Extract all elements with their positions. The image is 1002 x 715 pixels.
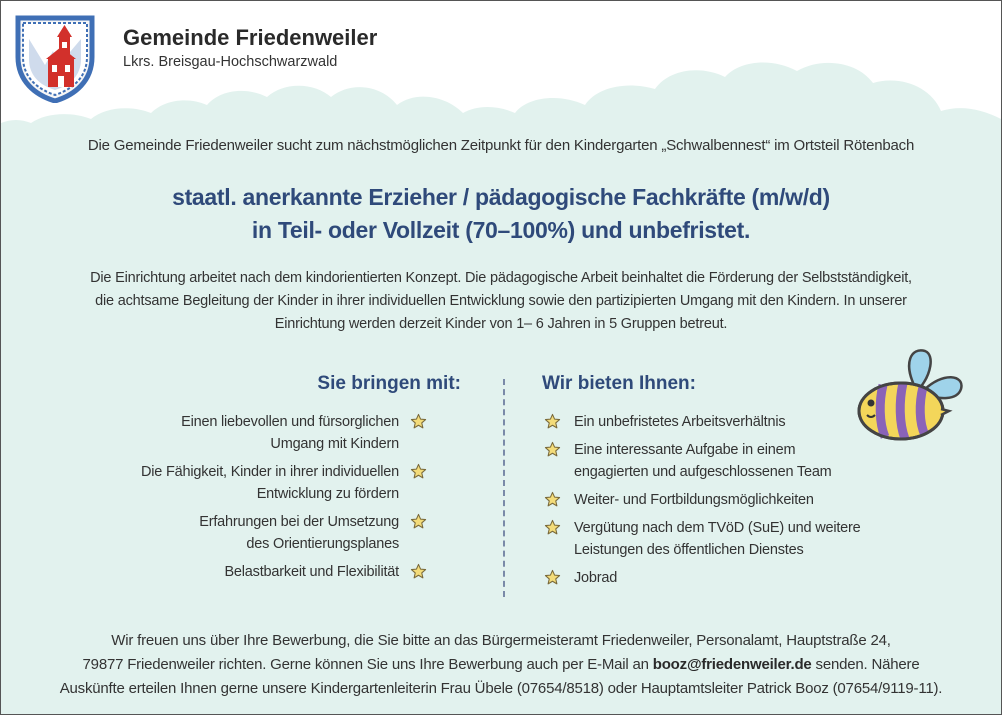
job-title-line-1: staatl. anerkannte Erzieher / pädagogische Fachkräfte (m/w/d) [172, 184, 830, 210]
list-item-line: Vergütung nach dem TVöD (SuE) und weitere [574, 520, 861, 536]
description-line-3: Einrichtung werden derzeit Kinder von 1– 6 Jahren in 5 Gruppen betreut. [274, 316, 728, 332]
list-item [111, 411, 431, 455]
list-item-line: Einen liebevollen und fürsorglichen [181, 414, 399, 430]
list-item [544, 439, 874, 483]
footer-contact [21, 629, 981, 701]
offers-list [544, 411, 874, 595]
list-item [544, 489, 874, 511]
description-line-1: Die Einrichtung arbeitet nach dem kindorientierten Konzept. Die pädagogische Arbeit beinhaltet die Förderung der Selbstständigkeit, [90, 270, 912, 286]
list-item [111, 461, 431, 505]
list-item [111, 511, 431, 555]
list-item-line: Umgang mit Kindern [270, 436, 399, 452]
coat-of-arms-icon [15, 15, 95, 103]
description-line-2: die achtsame Begleitung der Kinder in ihrer individuellen Entwicklung sowie den partizipierten Umgang mit den Kindern. In unserer [95, 293, 907, 309]
column-divider [503, 379, 505, 597]
organization-name: Gemeinde Friedenweiler [123, 25, 378, 50]
footer-line-3: Auskünfte erteilen Ihnen gerne unsere Kindergartenleiterin Frau Übele (07654/8518) oder Hauptamtsleiter Patrick Booz (07654/9119-11). [59, 680, 943, 697]
list-item-line: Eine interessante Aufgabe in einem [574, 442, 796, 458]
header [1, 1, 1001, 111]
star-icon [544, 491, 561, 508]
bee-icon [853, 345, 977, 445]
list-item [544, 517, 874, 561]
list-item-line: engagierten und aufgeschlossenen Team [574, 464, 832, 480]
star-icon [544, 519, 561, 536]
job-title-line-2: in Teil- oder Vollzeit (70–100%) und unbefristet. [251, 217, 751, 243]
star-icon [410, 463, 427, 480]
list-item-line: des Orientierungsplanes [246, 536, 399, 552]
star-icon [544, 413, 561, 430]
list-item-line: Leistungen des öffentlichen Dienstes [574, 542, 804, 558]
list-item-line: Ein unbefristetes Arbeitsverhältnis [574, 414, 786, 430]
list-item-line: Die Fähigkeit, Kinder in ihrer individuellen [141, 464, 399, 480]
list-item-line: Jobrad [574, 570, 618, 586]
footer-line-2 [21, 653, 981, 677]
job-title [1, 181, 1001, 247]
list-item [111, 561, 431, 583]
list-item-line: Weiter- und Fortbildungsmöglichkeiten [574, 492, 814, 508]
star-icon [410, 413, 427, 430]
list-item [544, 411, 874, 433]
list-item-line: Entwicklung zu fördern [256, 486, 399, 502]
intro-text: Die Gemeinde Friedenweiler sucht zum nächstmöglichen Zeitpunkt für den Kindergarten „Schwalbennest“ im Ortsteil Rötenbach [87, 137, 915, 154]
requirements-list [111, 411, 431, 589]
description [31, 267, 971, 336]
star-icon [544, 441, 561, 458]
requirements-heading: Sie bringen mit: [317, 373, 461, 394]
footer-text: senden. Nähere [811, 656, 920, 673]
district-name: Lkrs. Breisgau-Hochschwarzwald [123, 54, 338, 70]
list-item [544, 567, 874, 589]
footer-line-1: Wir freuen uns über Ihre Bewerbung, die Sie bitte an das Bürgermeisteramt Friedenweiler, Personalamt, Hauptstraße 24, [111, 632, 891, 649]
star-icon [544, 569, 561, 586]
offers-heading: Wir bieten Ihnen: [542, 373, 696, 394]
star-icon [410, 513, 427, 530]
email-link[interactable]: booz@friedenweiler.de [652, 656, 812, 673]
footer-text: 79877 Friedenweiler richten. Gerne können Sie uns Ihre Bewerbung auch per E-Mail an [82, 656, 653, 673]
list-item-line: Belastbarkeit und Flexibilität [224, 564, 399, 580]
star-icon [410, 563, 427, 580]
list-item-line: Erfahrungen bei der Umsetzung [199, 514, 399, 530]
